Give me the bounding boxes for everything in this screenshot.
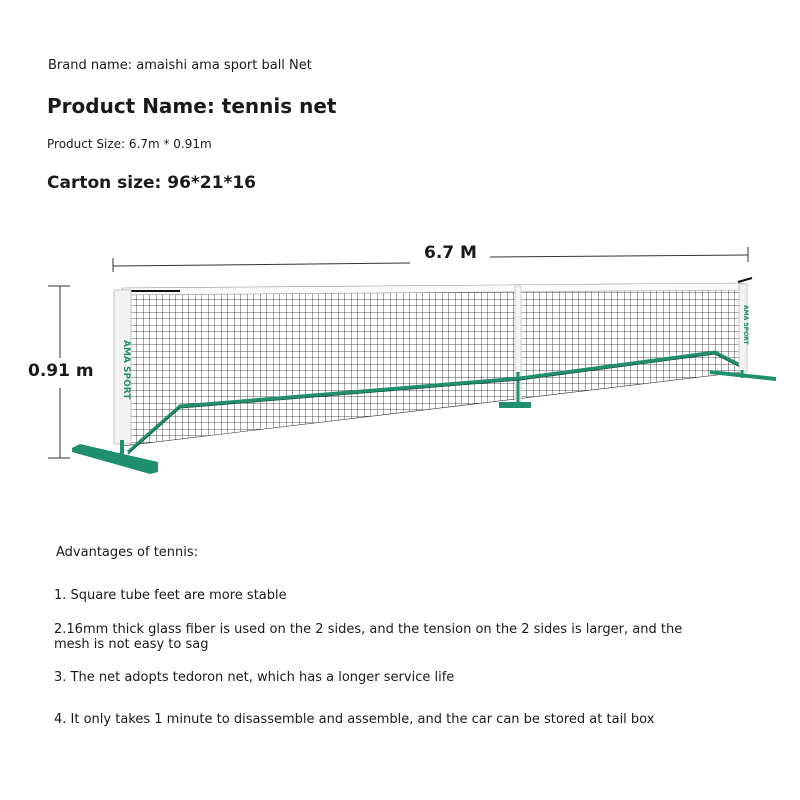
net-mesh bbox=[120, 285, 745, 450]
right-post-logo: AMA SPORT bbox=[742, 305, 749, 345]
width-dimension-label: 6.7 M bbox=[418, 243, 483, 263]
advantage-item: 4. It only takes 1 minute to disassemble and assemble, and the car can be stored at tail box bbox=[54, 712, 655, 727]
advantage-item: 2.16mm thick glass fiber is used on the 2 sides, and the tension on the 2 sides is larger, and the mesh is not easy to sag bbox=[54, 622, 683, 652]
advantage-item: 3. The net adopts tedoron net, which has a longer service life bbox=[54, 670, 455, 685]
carton-size-line: Carton size: 96*21*16 bbox=[47, 173, 256, 193]
product-size-line: Product Size: 6.7m * 0.91m bbox=[47, 137, 212, 151]
advantage-item: 1. Square tube feet are more stable bbox=[54, 588, 287, 603]
left-post-logo: AMA SPORT bbox=[121, 340, 131, 400]
advantages-title: Advantages of tennis: bbox=[56, 545, 199, 560]
product-name-title: Product Name: tennis net bbox=[47, 94, 337, 118]
height-dimension-label: 0.91 m bbox=[28, 361, 94, 381]
brand-name-line: Brand name: amaishi ama sport ball Net bbox=[48, 58, 312, 73]
